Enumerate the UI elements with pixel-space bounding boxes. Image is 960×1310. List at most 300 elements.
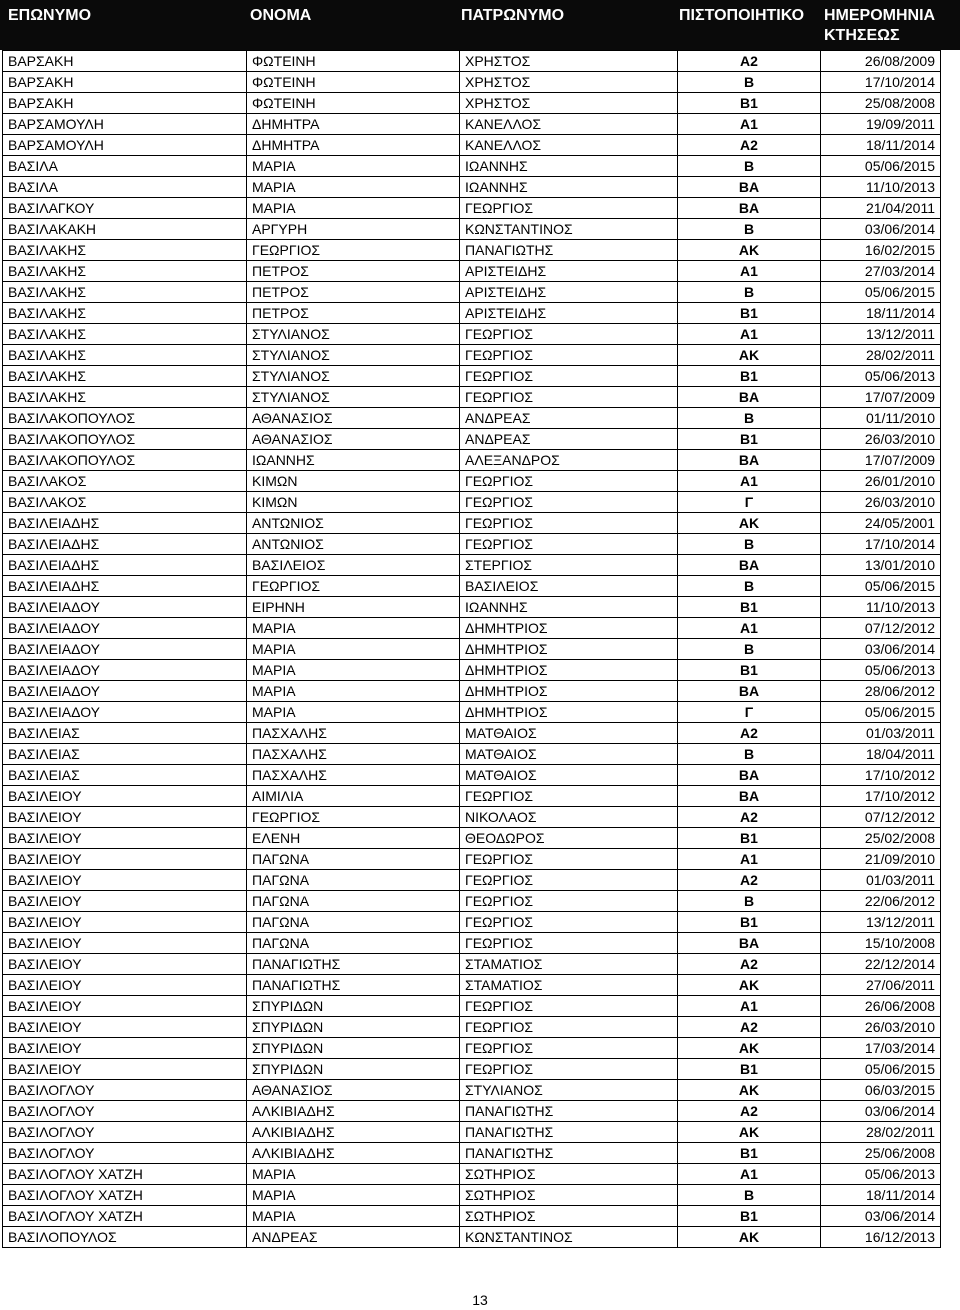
cell-acquisition-date: 13/01/2010 xyxy=(821,555,941,576)
cell-father-name: ΑΝΔΡΕΑΣ xyxy=(460,429,678,450)
table-row xyxy=(3,345,941,366)
cell-certificate: Α2 xyxy=(678,1017,821,1038)
cell-acquisition-date: 05/06/2015 xyxy=(821,1059,941,1080)
cell-name: ΜΑΡΙΑ xyxy=(247,177,460,198)
table-row xyxy=(3,534,941,555)
table-row xyxy=(3,408,941,429)
cell-certificate: Β1 xyxy=(678,1059,821,1080)
cell-certificate: Β1 xyxy=(678,828,821,849)
cell-acquisition-date: 26/01/2010 xyxy=(821,471,941,492)
cell-father-name: ΓΕΩΡΓΙΟΣ xyxy=(460,534,678,555)
cell-certificate: Β1 xyxy=(678,93,821,114)
records-table xyxy=(2,50,941,1248)
table-row xyxy=(3,1185,941,1206)
cell-acquisition-date: 03/06/2014 xyxy=(821,1101,941,1122)
cell-name: ΓΕΩΡΓΙΟΣ xyxy=(247,807,460,828)
cell-acquisition-date: 06/03/2015 xyxy=(821,1080,941,1101)
cell-surname: ΒΑΣΙΛΟΓΛΟΥ xyxy=(3,1080,247,1101)
cell-certificate: Β1 xyxy=(678,1206,821,1227)
table-row xyxy=(3,1038,941,1059)
table-row xyxy=(3,912,941,933)
cell-certificate: Α2 xyxy=(678,870,821,891)
cell-certificate: Β xyxy=(678,1185,821,1206)
cell-father-name: ΜΑΤΘΑΙΟΣ xyxy=(460,744,678,765)
cell-surname: ΒΑΣΙΛΑΓΚΟΥ xyxy=(3,198,247,219)
table-row xyxy=(3,933,941,954)
table-row xyxy=(3,93,941,114)
cell-surname: ΒΑΣΙΛΕΙΑΔΟΥ xyxy=(3,660,247,681)
cell-name: ΣΠΥΡΙΔΩΝ xyxy=(247,996,460,1017)
cell-certificate: Α2 xyxy=(678,723,821,744)
table-row xyxy=(3,975,941,996)
cell-name: ΦΩΤΕΙΝΗ xyxy=(247,93,460,114)
cell-certificate: Γ xyxy=(678,702,821,723)
cell-surname: ΒΑΣΙΛΑ xyxy=(3,156,247,177)
cell-father-name: ΓΕΩΡΓΙΟΣ xyxy=(460,891,678,912)
cell-certificate: Α2 xyxy=(678,51,821,72)
cell-acquisition-date: 17/10/2014 xyxy=(821,534,941,555)
cell-father-name: ΓΕΩΡΓΙΟΣ xyxy=(460,387,678,408)
cell-surname: ΒΑΣΙΛΑΚΟΣ xyxy=(3,471,247,492)
cell-surname: ΒΑΣΙΛΑΚΟΣ xyxy=(3,492,247,513)
cell-surname: ΒΑΣΙΛΕΙΟΥ xyxy=(3,996,247,1017)
cell-name: ΜΑΡΙΑ xyxy=(247,1185,460,1206)
cell-surname: ΒΑΣΙΛΑΚΗΣ xyxy=(3,282,247,303)
cell-surname: ΒΑΣΙΛΟΓΛΟΥ xyxy=(3,1122,247,1143)
cell-acquisition-date: 01/03/2011 xyxy=(821,870,941,891)
cell-surname: ΒΑΣΙΛΑΚΟΠΟΥΛΟΣ xyxy=(3,429,247,450)
cell-certificate: Β xyxy=(678,891,821,912)
table-row xyxy=(3,870,941,891)
cell-acquisition-date: 19/09/2011 xyxy=(821,114,941,135)
cell-acquisition-date: 28/02/2011 xyxy=(821,1122,941,1143)
table-row xyxy=(3,954,941,975)
cell-name: ΜΑΡΙΑ xyxy=(247,702,460,723)
table-row xyxy=(3,282,941,303)
cell-father-name: ΓΕΩΡΓΙΟΣ xyxy=(460,786,678,807)
header-certificate: ΠΙΣΤΟΠΟΙΗΤΙΚΟ xyxy=(679,7,805,24)
cell-name: ΠΑΓΩΝΑ xyxy=(247,933,460,954)
cell-acquisition-date: 17/07/2009 xyxy=(821,387,941,408)
cell-name: ΑΛΚΙΒΙΑΔΗΣ xyxy=(247,1143,460,1164)
cell-acquisition-date: 03/06/2014 xyxy=(821,1206,941,1227)
cell-certificate: ΑΚ xyxy=(678,1227,821,1248)
cell-acquisition-date: 25/08/2008 xyxy=(821,93,941,114)
cell-acquisition-date: 18/11/2014 xyxy=(821,303,941,324)
cell-surname: ΒΑΣΙΛΕΙΟΥ xyxy=(3,870,247,891)
cell-acquisition-date: 05/06/2015 xyxy=(821,702,941,723)
cell-surname: ΒΑΣΙΛΟΓΛΟΥ ΧΑΤΖΗ xyxy=(3,1185,247,1206)
cell-surname: ΒΑΣΙΛΑ xyxy=(3,177,247,198)
cell-name: ΑΘΑΝΑΣΙΟΣ xyxy=(247,408,460,429)
cell-acquisition-date: 03/06/2014 xyxy=(821,639,941,660)
cell-name: ΜΑΡΙΑ xyxy=(247,660,460,681)
cell-certificate: ΒΑ xyxy=(678,198,821,219)
cell-father-name: ΙΩΑΝΝΗΣ xyxy=(460,177,678,198)
cell-surname: ΒΑΣΙΛΕΙΟΥ xyxy=(3,786,247,807)
cell-father-name: ΜΑΤΘΑΙΟΣ xyxy=(460,723,678,744)
table-row xyxy=(3,765,941,786)
cell-name: ΦΩΤΕΙΝΗ xyxy=(247,72,460,93)
cell-father-name: ΚΩΝΣΤΑΝΤΙΝΟΣ xyxy=(460,219,678,240)
cell-father-name: ΜΑΤΘΑΙΟΣ xyxy=(460,765,678,786)
cell-father-name: ΧΡΗΣΤΟΣ xyxy=(460,51,678,72)
table-row xyxy=(3,156,941,177)
cell-father-name: ΓΕΩΡΓΙΟΣ xyxy=(460,345,678,366)
cell-surname: ΒΑΣΙΛΑΚΟΠΟΥΛΟΣ xyxy=(3,408,247,429)
cell-acquisition-date: 17/03/2014 xyxy=(821,1038,941,1059)
cell-certificate: Β xyxy=(678,576,821,597)
cell-father-name: ΓΕΩΡΓΙΟΣ xyxy=(460,1059,678,1080)
cell-acquisition-date: 03/06/2014 xyxy=(821,219,941,240)
cell-name: ΑΛΚΙΒΙΑΔΗΣ xyxy=(247,1101,460,1122)
table-row xyxy=(3,219,941,240)
table-row xyxy=(3,492,941,513)
cell-father-name: ΓΕΩΡΓΙΟΣ xyxy=(460,471,678,492)
cell-surname: ΒΑΣΙΛΕΙΑΔΗΣ xyxy=(3,555,247,576)
cell-certificate: Β xyxy=(678,156,821,177)
table-row xyxy=(3,513,941,534)
table-row xyxy=(3,177,941,198)
header-surname: ΕΠΩΝΥΜΟ xyxy=(8,7,92,24)
cell-certificate: ΒΑ xyxy=(678,387,821,408)
cell-name: ΠΕΤΡΟΣ xyxy=(247,303,460,324)
cell-surname: ΒΑΣΙΛΟΠΟΥΛΟΣ xyxy=(3,1227,247,1248)
cell-acquisition-date: 25/06/2008 xyxy=(821,1143,941,1164)
cell-name: ΣΤΥΛΙΑΝΟΣ xyxy=(247,345,460,366)
cell-name: ΜΑΡΙΑ xyxy=(247,639,460,660)
cell-name: ΜΑΡΙΑ xyxy=(247,681,460,702)
table-row xyxy=(3,198,941,219)
cell-name: ΑΝΔΡΕΑΣ xyxy=(247,1227,460,1248)
header-date-line1: ΗΜΕΡΟΜΗΝΙΑ xyxy=(824,7,936,24)
cell-acquisition-date: 13/12/2011 xyxy=(821,324,941,345)
cell-father-name: ΚΑΝΕΛΛΟΣ xyxy=(460,114,678,135)
cell-surname: ΒΑΣΙΛΕΙΑΔΟΥ xyxy=(3,639,247,660)
cell-acquisition-date: 28/02/2011 xyxy=(821,345,941,366)
cell-father-name: ΔΗΜΗΤΡΙΟΣ xyxy=(460,681,678,702)
cell-surname: ΒΑΣΙΛΟΓΛΟΥ ΧΑΤΖΗ xyxy=(3,1164,247,1185)
table-row xyxy=(3,303,941,324)
cell-acquisition-date: 17/10/2012 xyxy=(821,765,941,786)
table-row xyxy=(3,597,941,618)
table-row xyxy=(3,429,941,450)
cell-acquisition-date: 18/04/2011 xyxy=(821,744,941,765)
cell-surname: ΒΑΣΙΛΕΙΑΣ xyxy=(3,723,247,744)
cell-certificate: Α1 xyxy=(678,849,821,870)
cell-name: ΠΑΣΧΑΛΗΣ xyxy=(247,744,460,765)
cell-name: ΣΠΥΡΙΔΩΝ xyxy=(247,1038,460,1059)
cell-father-name: ΓΕΩΡΓΙΟΣ xyxy=(460,870,678,891)
cell-certificate: Α1 xyxy=(678,324,821,345)
cell-certificate: Γ xyxy=(678,492,821,513)
cell-surname: ΒΑΣΙΛΕΙΑΔΗΣ xyxy=(3,534,247,555)
table-row xyxy=(3,723,941,744)
cell-acquisition-date: 16/12/2013 xyxy=(821,1227,941,1248)
cell-certificate: ΒΑ xyxy=(678,450,821,471)
cell-acquisition-date: 26/03/2010 xyxy=(821,1017,941,1038)
cell-certificate: Β xyxy=(678,72,821,93)
cell-father-name: ΓΕΩΡΓΙΟΣ xyxy=(460,198,678,219)
cell-name: ΦΩΤΕΙΝΗ xyxy=(247,51,460,72)
cell-surname: ΒΑΣΙΛΕΙΟΥ xyxy=(3,933,247,954)
cell-certificate: ΑΚ xyxy=(678,513,821,534)
cell-acquisition-date: 17/10/2012 xyxy=(821,786,941,807)
cell-name: ΜΑΡΙΑ xyxy=(247,1206,460,1227)
cell-surname: ΒΑΣΙΛΕΙΑΔΗΣ xyxy=(3,576,247,597)
cell-acquisition-date: 26/03/2010 xyxy=(821,429,941,450)
header-date-line2: ΚΤΗΣΕΩΣ xyxy=(824,27,900,44)
table-row xyxy=(3,1017,941,1038)
cell-father-name: ΔΗΜΗΤΡΙΟΣ xyxy=(460,618,678,639)
cell-certificate: Β xyxy=(678,639,821,660)
cell-certificate: ΑΚ xyxy=(678,1038,821,1059)
cell-name: ΑΝΤΩΝΙΟΣ xyxy=(247,513,460,534)
cell-father-name: ΑΡΙΣΤΕΙΔΗΣ xyxy=(460,261,678,282)
cell-name: ΜΑΡΙΑ xyxy=(247,156,460,177)
cell-certificate: ΑΚ xyxy=(678,975,821,996)
cell-acquisition-date: 16/02/2015 xyxy=(821,240,941,261)
cell-surname: ΒΑΣΙΛΑΚΗΣ xyxy=(3,240,247,261)
cell-father-name: ΧΡΗΣΤΟΣ xyxy=(460,93,678,114)
cell-father-name: ΑΡΙΣΤΕΙΔΗΣ xyxy=(460,282,678,303)
cell-name: ΣΤΥΛΙΑΝΟΣ xyxy=(247,366,460,387)
cell-surname: ΒΑΣΙΛΕΙΑΔΟΥ xyxy=(3,597,247,618)
cell-certificate: Β xyxy=(678,408,821,429)
cell-father-name: ΔΗΜΗΤΡΙΟΣ xyxy=(460,639,678,660)
cell-acquisition-date: 17/10/2014 xyxy=(821,72,941,93)
cell-father-name: ΙΩΑΝΝΗΣ xyxy=(460,597,678,618)
table-row xyxy=(3,807,941,828)
cell-father-name: ΠΑΝΑΓΙΩΤΗΣ xyxy=(460,1143,678,1164)
cell-certificate: Α1 xyxy=(678,618,821,639)
cell-acquisition-date: 21/09/2010 xyxy=(821,849,941,870)
cell-certificate: ΒΑ xyxy=(678,786,821,807)
cell-name: ΔΗΜΗΤΡΑ xyxy=(247,114,460,135)
cell-certificate: Β1 xyxy=(678,597,821,618)
cell-surname: ΒΑΣΙΛΟΓΛΟΥ ΧΑΤΖΗ xyxy=(3,1206,247,1227)
cell-name: ΠΑΝΑΓΙΩΤΗΣ xyxy=(247,975,460,996)
cell-surname: ΒΑΣΙΛΕΙΟΥ xyxy=(3,849,247,870)
cell-acquisition-date: 05/06/2013 xyxy=(821,660,941,681)
cell-father-name: ΔΗΜΗΤΡΙΟΣ xyxy=(460,702,678,723)
table-row xyxy=(3,366,941,387)
cell-certificate: Α2 xyxy=(678,807,821,828)
table-row xyxy=(3,576,941,597)
table-row xyxy=(3,1143,941,1164)
table-row xyxy=(3,51,941,72)
cell-acquisition-date: 28/06/2012 xyxy=(821,681,941,702)
cell-acquisition-date: 18/11/2014 xyxy=(821,135,941,156)
cell-name: ΠΑΓΩΝΑ xyxy=(247,891,460,912)
cell-certificate: ΒΑ xyxy=(678,177,821,198)
cell-certificate: Β1 xyxy=(678,366,821,387)
cell-acquisition-date: 07/12/2012 xyxy=(821,807,941,828)
cell-surname: ΒΑΣΙΛΑΚΗΣ xyxy=(3,261,247,282)
cell-certificate: Β1 xyxy=(678,660,821,681)
cell-father-name: ΒΑΣΙΛΕΙΟΣ xyxy=(460,576,678,597)
cell-acquisition-date: 11/10/2013 xyxy=(821,177,941,198)
cell-surname: ΒΑΣΙΛΕΙΑΔΟΥ xyxy=(3,681,247,702)
cell-name: ΕΙΡΗΝΗ xyxy=(247,597,460,618)
header-father-name: ΠΑΤΡΩΝΥΜΟ xyxy=(461,7,565,24)
cell-surname: ΒΑΡΣΑΚΗ xyxy=(3,72,247,93)
cell-father-name: ΣΤΥΛΙΑΝΟΣ xyxy=(460,1080,678,1101)
table-row xyxy=(3,702,941,723)
cell-certificate: ΒΑ xyxy=(678,681,821,702)
cell-certificate: ΑΚ xyxy=(678,345,821,366)
cell-name: ΑΘΑΝΑΣΙΟΣ xyxy=(247,429,460,450)
cell-surname: ΒΑΡΣΑΜΟΥΛΗ xyxy=(3,135,247,156)
cell-name: ΠΑΓΩΝΑ xyxy=(247,912,460,933)
table-row xyxy=(3,1122,941,1143)
cell-acquisition-date: 27/03/2014 xyxy=(821,261,941,282)
cell-surname: ΒΑΣΙΛΑΚΗΣ xyxy=(3,366,247,387)
cell-name: ΠΕΤΡΟΣ xyxy=(247,261,460,282)
cell-name: ΣΤΥΛΙΑΝΟΣ xyxy=(247,324,460,345)
table-row xyxy=(3,828,941,849)
cell-acquisition-date: 11/10/2013 xyxy=(821,597,941,618)
cell-certificate: Β1 xyxy=(678,429,821,450)
cell-father-name: ΓΕΩΡΓΙΟΣ xyxy=(460,996,678,1017)
table-row xyxy=(3,261,941,282)
table-row xyxy=(3,1101,941,1122)
cell-surname: ΒΑΣΙΛΟΓΛΟΥ xyxy=(3,1143,247,1164)
cell-father-name: ΠΑΝΑΓΙΩΤΗΣ xyxy=(460,1101,678,1122)
cell-surname: ΒΑΣΙΛΕΙΟΥ xyxy=(3,912,247,933)
table-row xyxy=(3,114,941,135)
cell-acquisition-date: 17/07/2009 xyxy=(821,450,941,471)
cell-father-name: ΣΩΤΗΡΙΟΣ xyxy=(460,1164,678,1185)
cell-certificate: ΒΑ xyxy=(678,765,821,786)
cell-name: ΣΤΥΛΙΑΝΟΣ xyxy=(247,387,460,408)
cell-name: ΣΠΥΡΙΔΩΝ xyxy=(247,1059,460,1080)
cell-certificate: Β xyxy=(678,744,821,765)
cell-surname: ΒΑΣΙΛΑΚΑΚΗ xyxy=(3,219,247,240)
cell-father-name: ΠΑΝΑΓΙΩΤΗΣ xyxy=(460,240,678,261)
cell-name: ΜΑΡΙΑ xyxy=(247,1164,460,1185)
cell-acquisition-date: 05/06/2015 xyxy=(821,156,941,177)
cell-father-name: ΓΕΩΡΓΙΟΣ xyxy=(460,912,678,933)
cell-surname: ΒΑΣΙΛΕΙΑΔΟΥ xyxy=(3,618,247,639)
cell-acquisition-date: 26/06/2008 xyxy=(821,996,941,1017)
table-row xyxy=(3,618,941,639)
cell-certificate: Α1 xyxy=(678,996,821,1017)
cell-certificate: ΒΑ xyxy=(678,555,821,576)
cell-acquisition-date: 13/12/2011 xyxy=(821,912,941,933)
cell-father-name: ΣΤΕΡΓΙΟΣ xyxy=(460,555,678,576)
table-row xyxy=(3,387,941,408)
cell-name: ΑΛΚΙΒΙΑΔΗΣ xyxy=(247,1122,460,1143)
cell-surname: ΒΑΣΙΛΕΙΑΔΗΣ xyxy=(3,513,247,534)
cell-father-name: ΠΑΝΑΓΙΩΤΗΣ xyxy=(460,1122,678,1143)
cell-surname: ΒΑΣΙΛΑΚΗΣ xyxy=(3,345,247,366)
cell-name: ΣΠΥΡΙΔΩΝ xyxy=(247,1017,460,1038)
table-row xyxy=(3,471,941,492)
cell-father-name: ΣΤΑΜΑΤΙΟΣ xyxy=(460,954,678,975)
table-row xyxy=(3,240,941,261)
cell-father-name: ΓΕΩΡΓΙΟΣ xyxy=(460,492,678,513)
cell-father-name: ΙΩΑΝΝΗΣ xyxy=(460,156,678,177)
cell-name: ΜΑΡΙΑ xyxy=(247,198,460,219)
cell-surname: ΒΑΡΣΑΜΟΥΛΗ xyxy=(3,114,247,135)
cell-name: ΠΑΣΧΑΛΗΣ xyxy=(247,765,460,786)
cell-surname: ΒΑΣΙΛΕΙΟΥ xyxy=(3,1017,247,1038)
table-row xyxy=(3,450,941,471)
cell-acquisition-date: 05/06/2015 xyxy=(821,576,941,597)
cell-surname: ΒΑΣΙΛΑΚΗΣ xyxy=(3,324,247,345)
cell-name: ΠΑΣΧΑΛΗΣ xyxy=(247,723,460,744)
table-row xyxy=(3,135,941,156)
cell-acquisition-date: 26/08/2009 xyxy=(821,51,941,72)
page-number: 13 xyxy=(472,1292,488,1308)
cell-surname: ΒΑΣΙΛΟΓΛΟΥ xyxy=(3,1101,247,1122)
cell-acquisition-date: 22/06/2012 xyxy=(821,891,941,912)
cell-name: ΓΕΩΡΓΙΟΣ xyxy=(247,240,460,261)
cell-acquisition-date: 07/12/2012 xyxy=(821,618,941,639)
cell-certificate: Α1 xyxy=(678,114,821,135)
cell-name: ΜΑΡΙΑ xyxy=(247,618,460,639)
cell-name: ΠΑΝΑΓΙΩΤΗΣ xyxy=(247,954,460,975)
cell-acquisition-date: 01/11/2010 xyxy=(821,408,941,429)
cell-surname: ΒΑΣΙΛΕΙΑΣ xyxy=(3,744,247,765)
cell-name: ΠΑΓΩΝΑ xyxy=(247,849,460,870)
cell-certificate: Α1 xyxy=(678,471,821,492)
cell-acquisition-date: 01/03/2011 xyxy=(821,723,941,744)
table-row xyxy=(3,1059,941,1080)
cell-father-name: ΓΕΩΡΓΙΟΣ xyxy=(460,1017,678,1038)
cell-acquisition-date: 21/04/2011 xyxy=(821,198,941,219)
table-row xyxy=(3,891,941,912)
cell-certificate: Β1 xyxy=(678,912,821,933)
table-row xyxy=(3,324,941,345)
records-table-body xyxy=(3,51,941,1248)
cell-certificate: ΑΚ xyxy=(678,1122,821,1143)
cell-father-name: ΑΝΔΡΕΑΣ xyxy=(460,408,678,429)
table-row xyxy=(3,1080,941,1101)
cell-certificate: Α1 xyxy=(678,1164,821,1185)
cell-surname: ΒΑΣΙΛΑΚΗΣ xyxy=(3,387,247,408)
cell-surname: ΒΑΣΙΛΕΙΟΥ xyxy=(3,954,247,975)
cell-father-name: ΣΤΑΜΑΤΙΟΣ xyxy=(460,975,678,996)
cell-acquisition-date: 22/12/2014 xyxy=(821,954,941,975)
cell-surname: ΒΑΣΙΛΕΙΟΥ xyxy=(3,975,247,996)
cell-acquisition-date: 18/11/2014 xyxy=(821,1185,941,1206)
cell-father-name: ΓΕΩΡΓΙΟΣ xyxy=(460,324,678,345)
table-row xyxy=(3,555,941,576)
cell-father-name: ΘΕΟΔΩΡΟΣ xyxy=(460,828,678,849)
table-row xyxy=(3,1164,941,1185)
cell-father-name: ΚΩΝΣΤΑΝΤΙΝΟΣ xyxy=(460,1227,678,1248)
cell-father-name: ΓΕΩΡΓΙΟΣ xyxy=(460,933,678,954)
cell-surname: ΒΑΣΙΛΕΙΟΥ xyxy=(3,828,247,849)
cell-name: ΚΙΜΩΝ xyxy=(247,492,460,513)
cell-father-name: ΓΕΩΡΓΙΟΣ xyxy=(460,849,678,870)
cell-father-name: ΓΕΩΡΓΙΟΣ xyxy=(460,1038,678,1059)
cell-name: ΑΝΤΩΝΙΟΣ xyxy=(247,534,460,555)
cell-surname: ΒΑΣΙΛΕΙΑΔΟΥ xyxy=(3,702,247,723)
cell-father-name: ΝΙΚΟΛΑΟΣ xyxy=(460,807,678,828)
table-header xyxy=(0,0,960,50)
cell-surname: ΒΑΣΙΛΕΙΑΣ xyxy=(3,765,247,786)
table-row xyxy=(3,681,941,702)
cell-acquisition-date: 25/02/2008 xyxy=(821,828,941,849)
cell-father-name: ΑΡΙΣΤΕΙΔΗΣ xyxy=(460,303,678,324)
cell-certificate: Α1 xyxy=(678,261,821,282)
cell-father-name: ΓΕΩΡΓΙΟΣ xyxy=(460,366,678,387)
cell-surname: ΒΑΡΣΑΚΗ xyxy=(3,93,247,114)
cell-name: ΠΑΓΩΝΑ xyxy=(247,870,460,891)
